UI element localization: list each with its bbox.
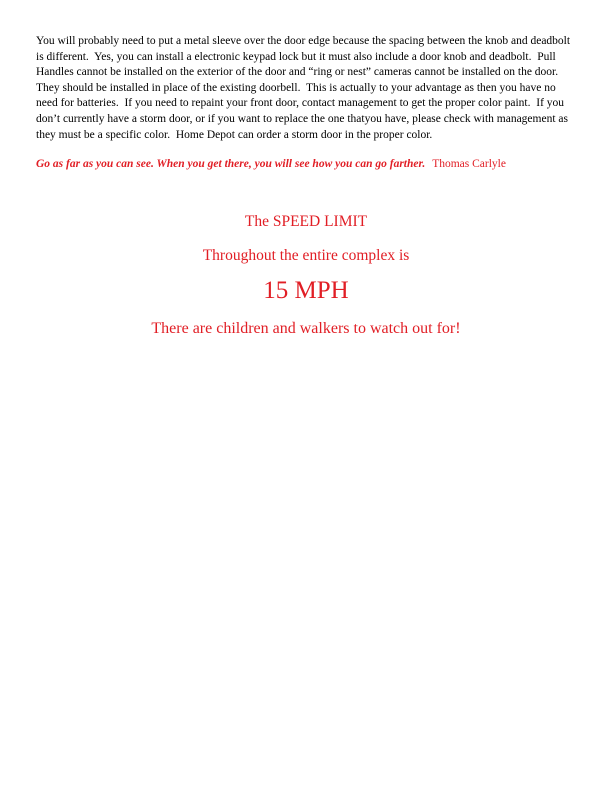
notice-subtitle: Throughout the entire complex is [202,247,410,265]
quote-attribution: Thomas Carlyle [432,158,506,171]
notice-warning: There are children and walkers to watch out for! [151,320,461,338]
notice-speed-limit: 15 MPH [263,277,349,305]
quote-text: Go as far as you can see. When you get there, you will see how you can go farther. [36,158,426,171]
notice-title: The SPEED LIMIT [244,213,368,231]
quote-line [36,157,576,172]
body-paragraph: You will probably need to put a metal sleeve over the door edge because the spacing between the knob and deadbolt is different. Yes, you can install a electronic keypad lock but it must also include a door knob and deadbolt. Pull Handles cannot be installed on the exterior of the door and “ring or nest” cameras cannot be installed on the door. They should be installed in place of the existing doorbell. This is actually to your advantage as then you have no need for batteries. If you need to repaint your front door, contact management to get the proper color paint. If you don’t currently have a storm door, or if you want to replace the one thatyou have, please check with management as they must be a specific color. Home Depot can order a storm door in the proper color. [36,35,573,141]
